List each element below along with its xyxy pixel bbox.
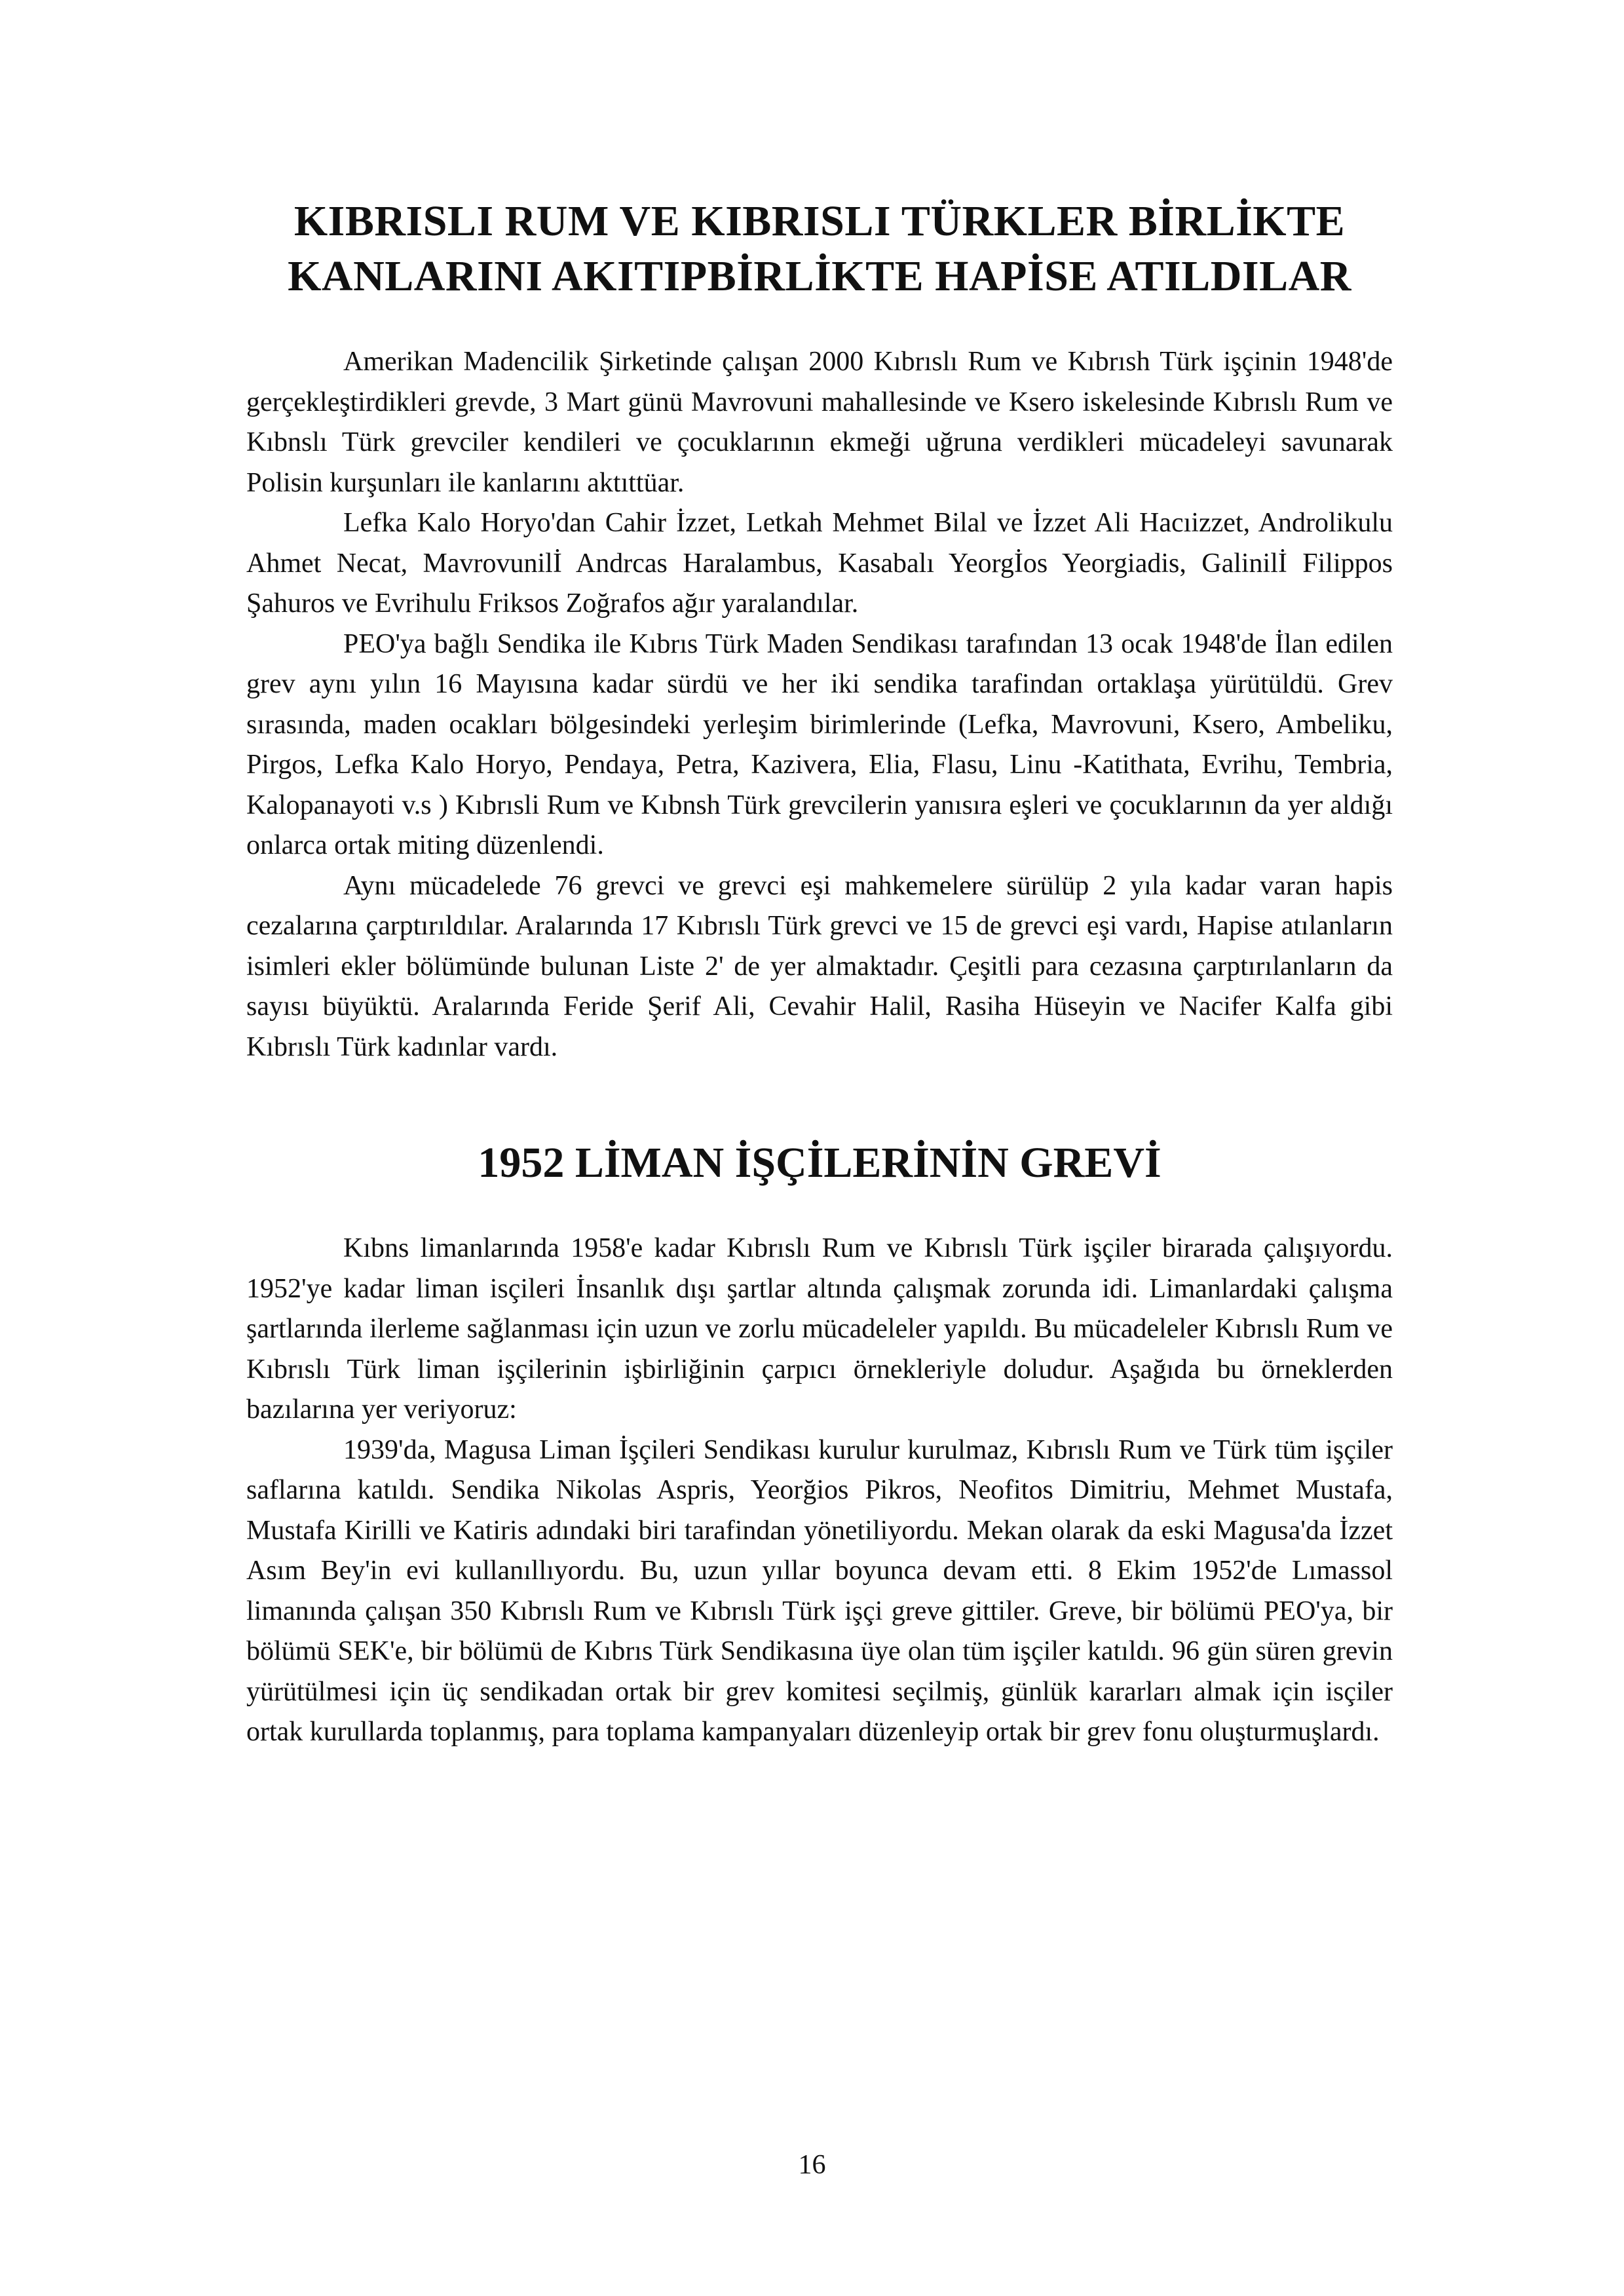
section-1-body <box>246 342 1393 1067</box>
page-number: 16 <box>798 2150 826 2180</box>
title-line-1: KIBRISLI RUM VE KIBRISLI TÜRKLER BİRLİKTE <box>293 197 1346 245</box>
section-2-body <box>246 1229 1393 1753</box>
paragraph: 1939'da, Magusa Liman İşçileri Sendikası kurulur kurulmaz, Kıbrıslı Rum ve Türk tüm işçiler saflarına katıldı. Sendika Nikolas Aspris, Yeorğios Pikros, Neofitos Dimitriu, Mehmet Mustafa, Mustafa Kirilli ve Katiris adındaki biri tarafindan yönetiliyordu. Mekan olarak da eski Magusa'da İzzet Asım Bey'in evi kullanıllıyordu. Bu, uzun yıllar boyunca devam etti. 8 Ekim 1952'de Lımassol limanında çalışan 350 Kıbrıslı Rum ve Kıbrıslı Türk işçi greve gittiler. Greve, bir bölümü PEO'ya, bir bölümü SEK'e, bir bölümü de Kıbrıs Türk Sendikasına üye olan tüm işçiler katıldı. 96 gün süren grevin yürütülmesi için üç sendikadan ortak bir grev komitesi seçilmiş, günlük kararları almak için isçiler ortak kurullarda toplanmış, para toplama kampanyaları düzenleyip ortak bir grev fonu oluşturmuşlardı. <box>246 1434 1393 1747</box>
paragraph: PEO'ya bağlı Sendika ile Kıbrıs Türk Maden Sendikası tarafından 13 ocak 1948'de İlan edilen grev aynı yılın 16 Mayısına kadar sürdü ve her iki sendika tarafindan ortaklaşa yürütüldü. Grev sırasında, maden ocakları bölgesindeki yerleşim birimlerinde (Lefka, Mavrovuni, Ksero, Ambeliku, Pirgos, Lefka Kalo Horyo, Pendaya, Petra, Kazivera, Elia, Flasu, Linu -Katithata, Evrihu, Tembria, Kalopanayoti v.s ) Kıbrısli Rum ve Kıbnsh Türk grevcilerin yanısıra eşleri ve çocuklarının da yer aldığı onlarca ortak miting düzenlendi. <box>246 628 1393 860</box>
paragraph: Lefka Kalo Horyo'dan Cahir İzzet, Letkah Mehmet Bilal ve İzzet Ali Hacıizzet, Androlikulu Ahmet Necat, Mavrovunilİ Andrcas Haralambus, Kasabalı Yeorgİos Yeorgiadis, Galinilİ Filippos Şahuros ve Evrihulu Friksos Zoğrafos ağır yaralandılar. <box>246 508 1393 619</box>
page-title <box>246 194 1393 304</box>
paragraph: Aynı mücadelede 76 grevci ve grevci eşi mahkemelere sürülüp 2 yıla kadar varan hapis cezalarına çarptırıldılar. Aralarında 17 Kıbrıslı Türk grevci ve 15 de grevci eşi vardı, Hapise atılanların isimleri ekler bölümünde bulunan Liste 2' de yer almaktadır. Çeşitli para cezasına çarptırılanların da sayısı büyüktü. Aralarında Feride Şerif Ali, Cevahir Halil, Rasiha Hüseyin ve Nacifer Kalfa gibi Kıbrıslı Türk kadınlar vardı. <box>246 870 1393 1062</box>
paragraph: Amerikan Madencilik Şirketinde çalışan 2000 Kıbrıslı Rum ve Kıbrısh Türk işçinin 1948'de gerçekleştirdikleri grevde, 3 Mart günü Mavrovuni mahallesinde ve Ksero iskelesinde Kıbrıslı Rum ve Kıbnslı Türk grevciler kendileri ve çocuklarının ekmeği uğruna verdikleri mücadeleyi savunarak Polisin kurşunları ile kanlarını aktıttüar. <box>246 347 1393 498</box>
title-line-2: KANLARINI AKITIPBİRLİKTE HAPİSE ATILDILAR <box>288 252 1351 300</box>
section-heading: 1952 LİMAN İŞÇİLERİNİN GREVİ <box>478 1139 1161 1187</box>
paragraph: Kıbns limanlarında 1958'e kadar Kıbrıslı Rum ve Kıbrıslı Türk işçiler birarada çalışıyordu. 1952'ye kadar liman isçileri İnsanlık dışı şartlar altında çalışmak zorunda idi. Limanlardaki çalışma şartlarında ilerleme sağlanması için uzun ve zorlu mücadeleler yapıldı. Bu mücadeleler Kıbrıslı Rum ve Kıbrıslı Türk liman işçilerinin işbirliğinin çarpıcı örnekleriyle doludur. Aşağıda bu örneklerden bazılarına yer veriyoruz: <box>246 1233 1393 1425</box>
page-content <box>246 194 1393 1753</box>
